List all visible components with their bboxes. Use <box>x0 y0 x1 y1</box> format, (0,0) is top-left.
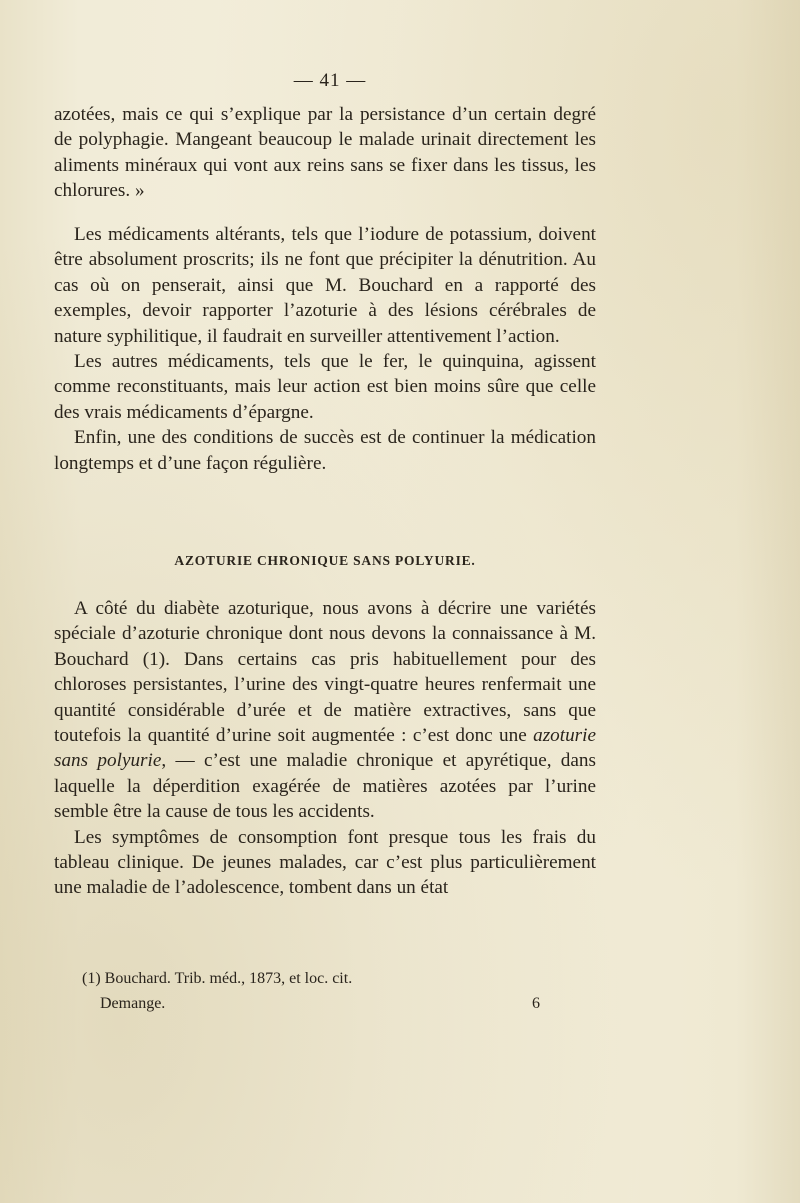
paragraph-autres-medicaments: Les autres médicaments, tels que le fer, le quinquina, agissent comme reconstituants, mais leur action est bien moins sûre que celle des vrais médicaments d’épargne. <box>54 351 596 423</box>
sheet-number: 6 <box>532 995 540 1012</box>
section-heading: AZOTURIE CHRONIQUE SANS POLYURIE. <box>174 553 476 568</box>
paragraph-text-start: A côté du diabète azoturique, nous avons à décrire une variétés spéciale d’azoturie chronique dont nous devons la connaissance à M. Bouchard (1). Dans certains cas pris habituellement pour des chloroses persistantes, l’urine des vingt-quatre heures renfermait une quantité considérable d’urée et de matière extractives, sans que toutefois la quantité d’urine soit augmentée : c’est donc une <box>54 598 596 747</box>
page-number: — 41 — <box>293 70 367 91</box>
italic-term: azoturie sans polyurie <box>54 725 596 772</box>
paragraph-medicaments-alterants: Les médicaments altérants, tels que l’iodure de potassium, doivent être absolument proscrits; ils ne font que précipiter la dénutrition. Au cas où on penserait, ainsi que M. Bouchard en a rapporté des exemples, devoir rapporter l’azoturie à des lésions cérébrales de nature syphilitique, il faudrait en surveiller attentivement l’action. <box>54 224 596 347</box>
paragraph-symptomes: Les symptômes de consomption font presque tous les frais du tableau clinique. De jeunes malades, car c’est plus particulièrement une maladie de l’adolescence, tombent dans un état <box>54 826 596 899</box>
paragraph-conditions-succes: Enfin, une des conditions de succès est de continuer la médication longtemps et d’une façon régulière. <box>54 427 596 474</box>
footnote: (1) Bouchard. Trib. méd., 1873, et loc. cit. <box>82 970 353 987</box>
continuation-block <box>54 102 596 204</box>
paragraph-text-end: , — c’est une maladie chronique et apyrétique, dans laquelle la déperdition exagérée de matières azotées par l’urine semble être la cause de tous les accidents. <box>54 750 596 823</box>
treatment-block <box>54 222 596 476</box>
section-body <box>54 596 596 901</box>
signature-line <box>100 993 540 1015</box>
paragraph-azoturie-definition <box>54 596 596 825</box>
paragraph-continuation: azotées, mais ce qui s’explique par la persistance d’un certain degré de polyphagie. Mangeant beaucoup le malade urinait directement les aliments minéraux qui vont aux reins sans se fixer dans les tissus, les chlorures. » <box>54 104 596 202</box>
signature-mark: Demange. <box>100 995 166 1012</box>
